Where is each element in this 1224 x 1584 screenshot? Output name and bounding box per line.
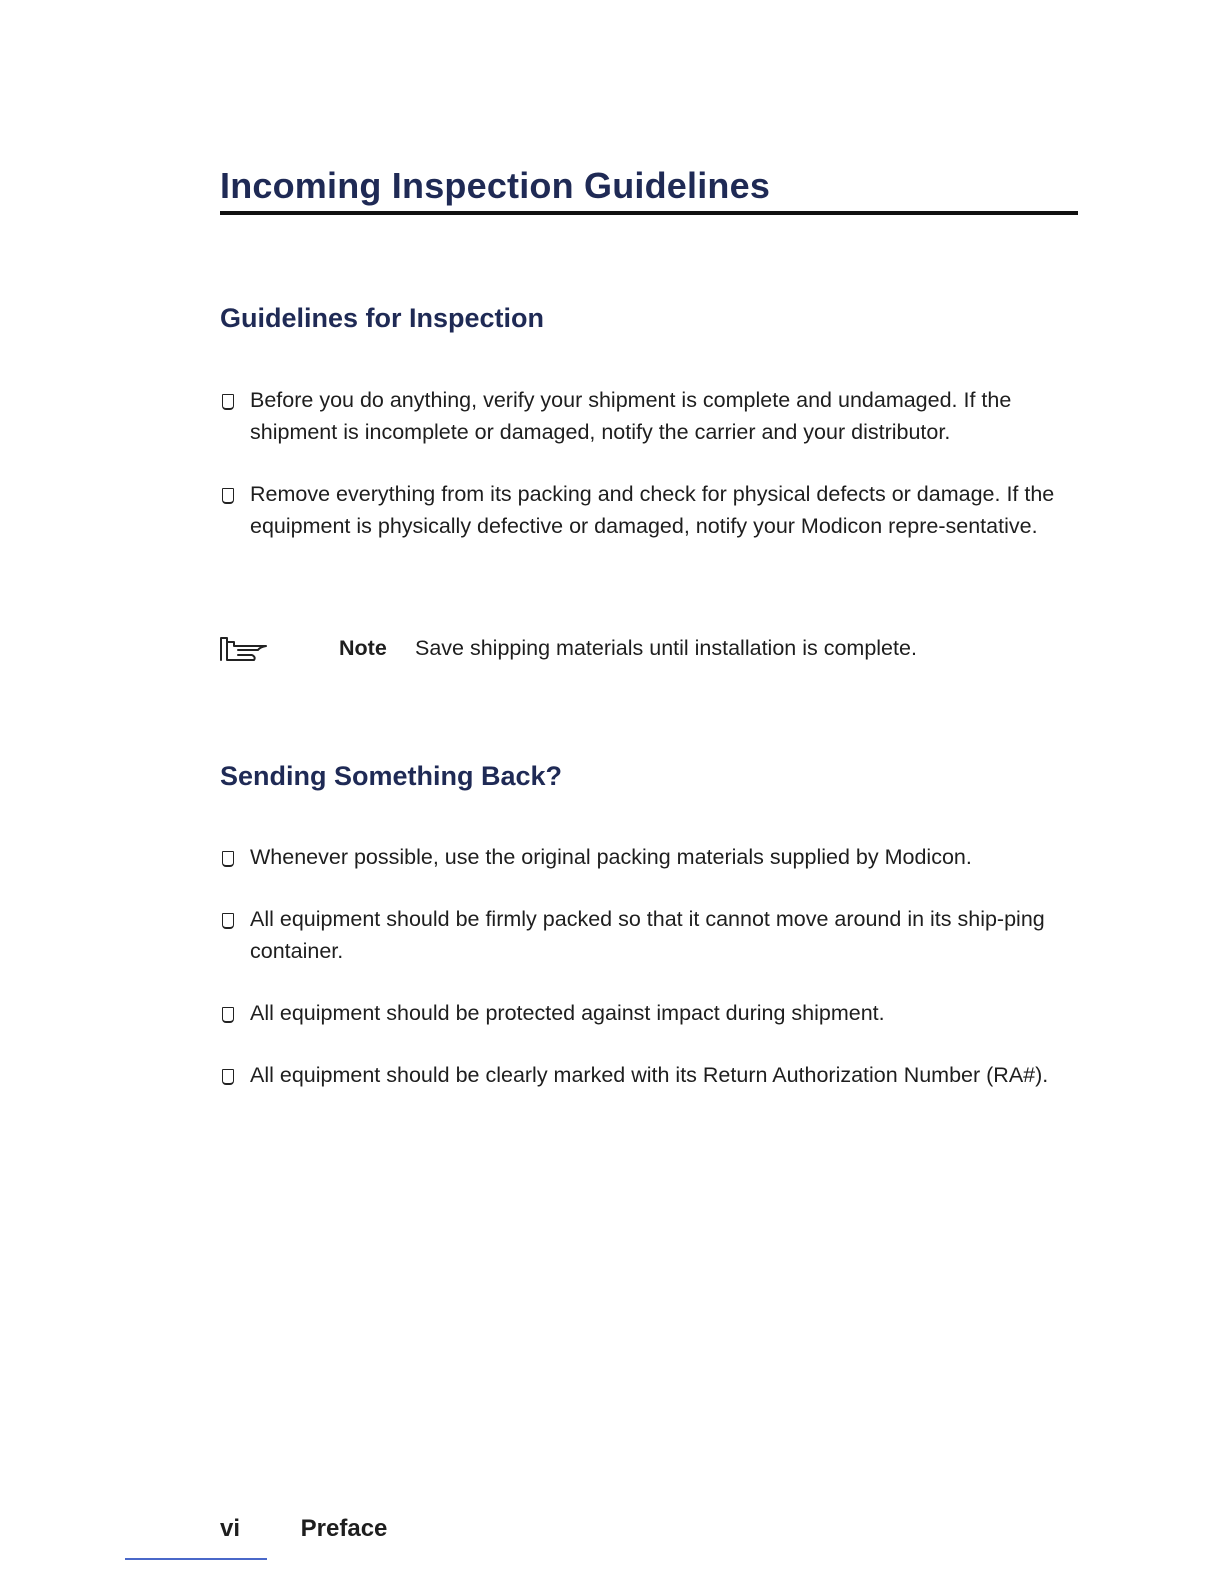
- list-item: [220, 478, 1080, 542]
- checkbox-bullet-icon: [222, 913, 234, 929]
- note: [218, 630, 1078, 670]
- note-text: Save shipping materials until installation is complete.: [415, 636, 917, 660]
- checkbox-bullet-icon: [222, 394, 234, 410]
- sending-back-list: [220, 841, 1080, 1091]
- list-item: [220, 997, 1080, 1029]
- footer-rule: [125, 1558, 267, 1560]
- page-title: Incoming Inspection Guidelines: [220, 165, 771, 206]
- list-item-text: All equipment should be firmly packed so that it cannot move around in its ship-ping container.: [250, 907, 1045, 963]
- checkbox-bullet-icon: [222, 488, 234, 504]
- checkbox-bullet-icon: [222, 851, 234, 867]
- list-item: [220, 384, 1080, 448]
- checkbox-bullet-icon: [222, 1069, 234, 1085]
- checkbox-bullet-icon: [222, 1007, 234, 1023]
- list-item-text: Before you do anything, verify your shipment is complete and undamaged. If the shipment is incomplete or damaged, notify the carrier and your distributor.: [250, 388, 1012, 444]
- list-item-text: Whenever possible, use the original packing materials supplied by Modicon.: [250, 845, 972, 869]
- page-footer: [220, 1515, 387, 1543]
- list-item-text: All equipment should be clearly marked with its Return Authorization Number (RA#).: [250, 1063, 1049, 1087]
- list-item-text: Remove everything from its packing and check for physical defects or damage. If the equipment is physically defective or damaged, notify your Modicon repre-sentative.: [250, 482, 1055, 538]
- sending-back-heading: Sending Something Back?: [220, 761, 563, 791]
- inspection-heading: Guidelines for Inspection: [220, 303, 545, 333]
- list-item: [220, 903, 1080, 967]
- footer-section: Preface: [300, 1515, 388, 1542]
- list-item: [220, 841, 1080, 873]
- note-label: Note: [339, 636, 387, 660]
- list-item-text: All equipment should be protected against impact during shipment.: [250, 1001, 885, 1025]
- inspection-list: [220, 384, 1080, 542]
- footer-page-number: vi: [220, 1515, 241, 1542]
- pointing-hand-icon: [218, 634, 270, 664]
- list-item: [220, 1059, 1080, 1091]
- title-rule: [220, 211, 1078, 215]
